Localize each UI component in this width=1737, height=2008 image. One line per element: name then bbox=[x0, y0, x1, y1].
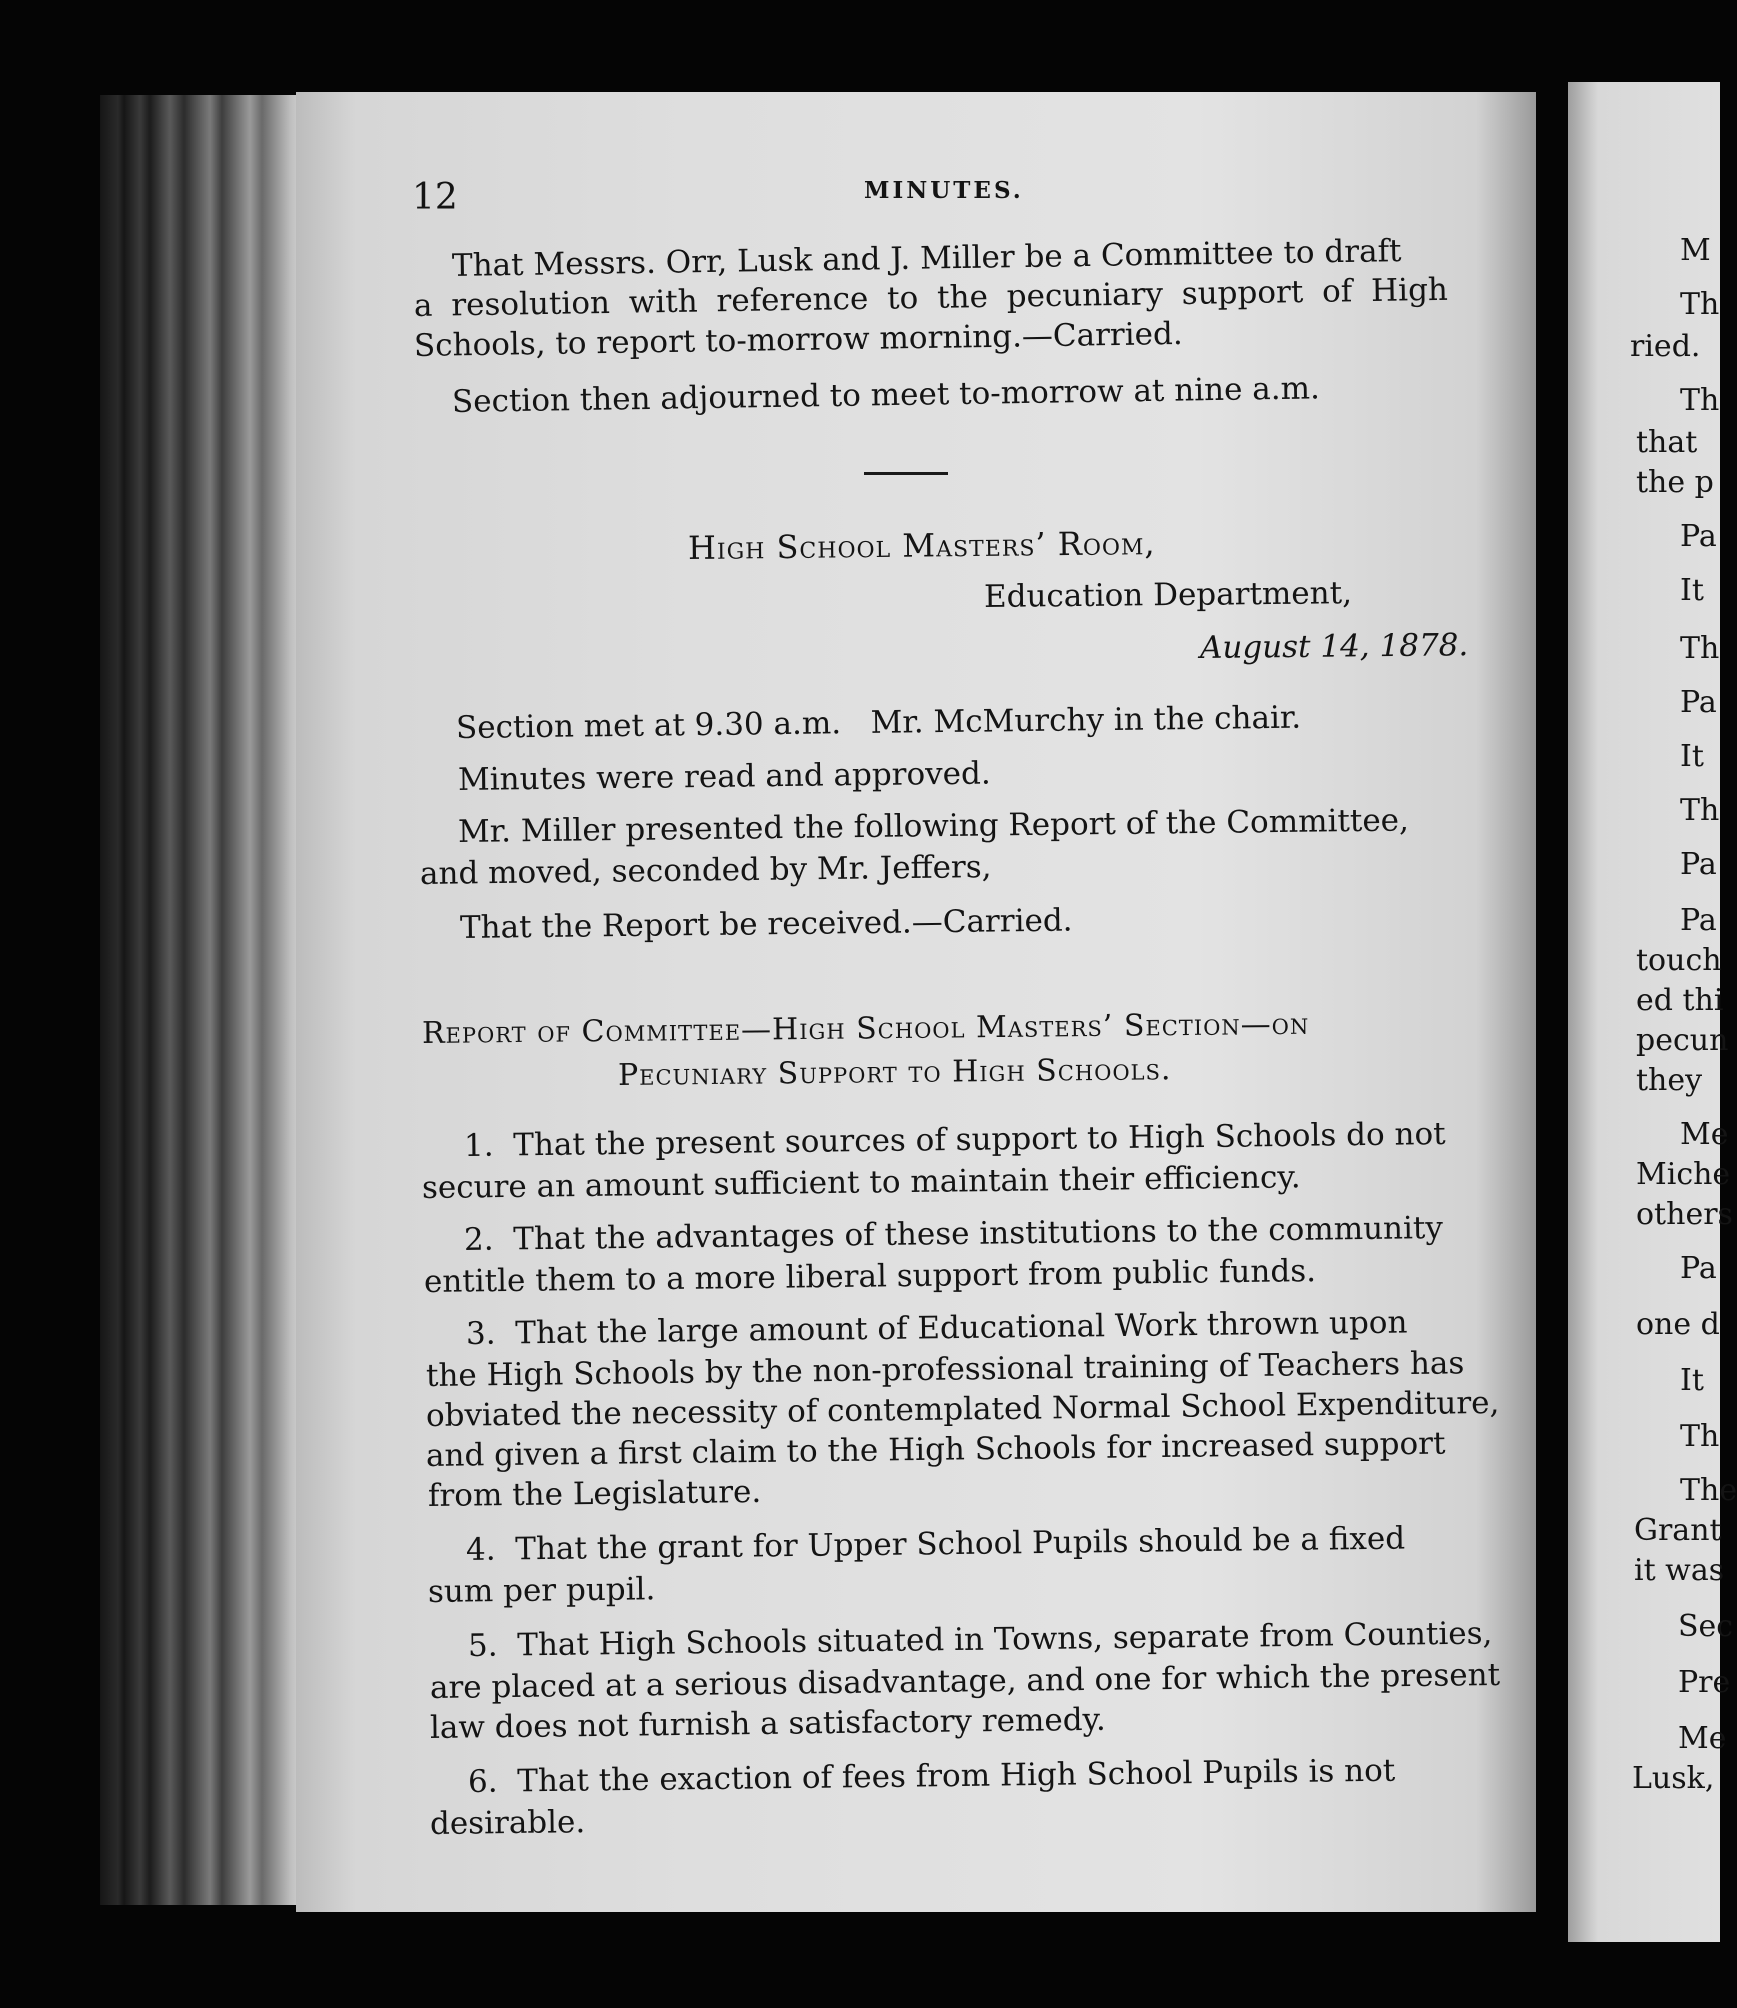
minutes-paragraph: Section met at 9.30 a.m. Mr. McMurchy in the chair. bbox=[455, 699, 1302, 746]
report-item-4: 4. That the grant for Upper School Pupils should be a fixed bbox=[465, 1520, 1406, 1568]
report-item-6: 6. That the exaction of fees from High School Pupils is not bbox=[467, 1752, 1396, 1800]
report-item-5: law does not furnish a satisfactory remedy. bbox=[429, 1701, 1107, 1746]
right-page-fragment: Sec bbox=[1678, 1609, 1734, 1644]
report-item-3: the High Schools by the non-professional training of Teachers has bbox=[425, 1345, 1465, 1394]
right-page bbox=[1568, 82, 1737, 1942]
right-page-fragment: it was bbox=[1634, 1553, 1725, 1588]
report-item-3: 3. That the large amount of Educational Work thrown upon bbox=[465, 1304, 1408, 1352]
report-item-4: sum per pupil. bbox=[427, 1571, 656, 1610]
right-page-fragment: Th bbox=[1680, 631, 1720, 666]
report-item-2: entitle them to a more liberal support from public funds. bbox=[423, 1253, 1317, 1300]
right-page-fragment: Miche bbox=[1636, 1157, 1731, 1192]
minutes-paragraph: Mr. Miller presented the following Report of the Committee, bbox=[457, 802, 1410, 850]
report-item-3: obviated the necessity of contemplated Normal School Expenditure, bbox=[425, 1384, 1500, 1434]
right-page-fragment: Grant bbox=[1634, 1513, 1722, 1548]
right-page-fragment: It bbox=[1680, 1363, 1704, 1398]
right-page-fragment: Pa bbox=[1680, 847, 1717, 882]
right-page-fragment: the p bbox=[1636, 465, 1714, 500]
book-page-edges bbox=[100, 95, 300, 1905]
report-item-3: and given a first claim to the High Schools for increased support bbox=[425, 1425, 1446, 1474]
right-page-fragment: one d bbox=[1636, 1307, 1720, 1342]
right-page-fragment: Pre bbox=[1678, 1665, 1731, 1700]
right-page-fragment: that bbox=[1636, 425, 1698, 460]
right-page-fragment: pecun bbox=[1636, 1023, 1729, 1058]
right-page-fragment: they bbox=[1636, 1063, 1703, 1098]
resolution-line: Schools, to report to-morrow morning.—Carried. bbox=[413, 315, 1183, 364]
meeting-room: High School Masters’ Room, bbox=[687, 524, 1156, 567]
left-page bbox=[296, 92, 1536, 1912]
report-item-5: are placed at a serious disadvantage, and one for which the present bbox=[429, 1656, 1501, 1706]
right-page-fragment: Pa bbox=[1680, 685, 1717, 720]
minutes-paragraph: Minutes were read and approved. bbox=[457, 755, 991, 798]
right-page-fragment: Th bbox=[1680, 287, 1720, 322]
right-page-fragment: The bbox=[1680, 1473, 1737, 1508]
right-page-fragment: Pa bbox=[1680, 1251, 1717, 1286]
right-page-fragment: Th bbox=[1680, 1419, 1720, 1454]
section-divider bbox=[864, 472, 948, 475]
right-page-fragment: Me bbox=[1680, 1117, 1729, 1152]
right-page-fragment: M bbox=[1680, 233, 1711, 268]
running-head: MINUTES. bbox=[864, 177, 1024, 204]
right-page-fragment: ried. bbox=[1630, 329, 1701, 364]
right-page-fragment: touch bbox=[1636, 943, 1722, 978]
minutes-paragraph: and moved, seconded by Mr. Jeffers, bbox=[419, 849, 992, 892]
right-page-fragment: Pa bbox=[1680, 903, 1717, 938]
report-item-1: 1. That the present sources of support to High Schools do not bbox=[463, 1116, 1446, 1164]
right-page-fragment: Th bbox=[1680, 793, 1720, 828]
report-item-1: secure an amount sufficient to maintain their efficiency. bbox=[421, 1159, 1301, 1206]
right-page-fragment: others bbox=[1636, 1197, 1733, 1232]
meeting-department: Education Department, bbox=[983, 575, 1353, 615]
meeting-date: August 14, 1878. bbox=[1199, 627, 1469, 666]
report-item-3: from the Legislature. bbox=[427, 1473, 762, 1514]
page-number: 12 bbox=[412, 177, 458, 218]
right-page-fragment: It bbox=[1680, 573, 1704, 608]
adjournment-line: Section then adjourned to meet to-morrow at nine a.m. bbox=[451, 370, 1321, 420]
right-page-fragment: Me bbox=[1678, 1721, 1727, 1756]
report-title: Pecuniary Support to High Schools. bbox=[617, 1052, 1172, 1093]
report-title: Report of Committee—High School Masters’ Section—on bbox=[421, 1006, 1310, 1051]
right-page-fragment: ed thi bbox=[1636, 983, 1724, 1018]
right-page-fragment: Th bbox=[1680, 383, 1720, 418]
report-item-2: 2. That the advantages of these institutions to the community bbox=[463, 1210, 1444, 1258]
right-page-fragment: Pa bbox=[1680, 519, 1717, 554]
report-item-6: desirable. bbox=[429, 1804, 586, 1842]
resolution-line: That Messrs. Orr, Lusk and J. Miller be a Committee to draft bbox=[451, 233, 1402, 284]
right-page-fragment: It bbox=[1680, 739, 1704, 774]
minutes-paragraph: That the Report be received.—Carried. bbox=[459, 902, 1073, 946]
resolution-line: a resolution with reference to the pecuniary support of High bbox=[413, 271, 1449, 324]
right-page-fragment: Lusk, bbox=[1632, 1761, 1715, 1796]
report-item-5: 5. That High Schools situated in Towns, separate from Counties, bbox=[467, 1615, 1493, 1664]
